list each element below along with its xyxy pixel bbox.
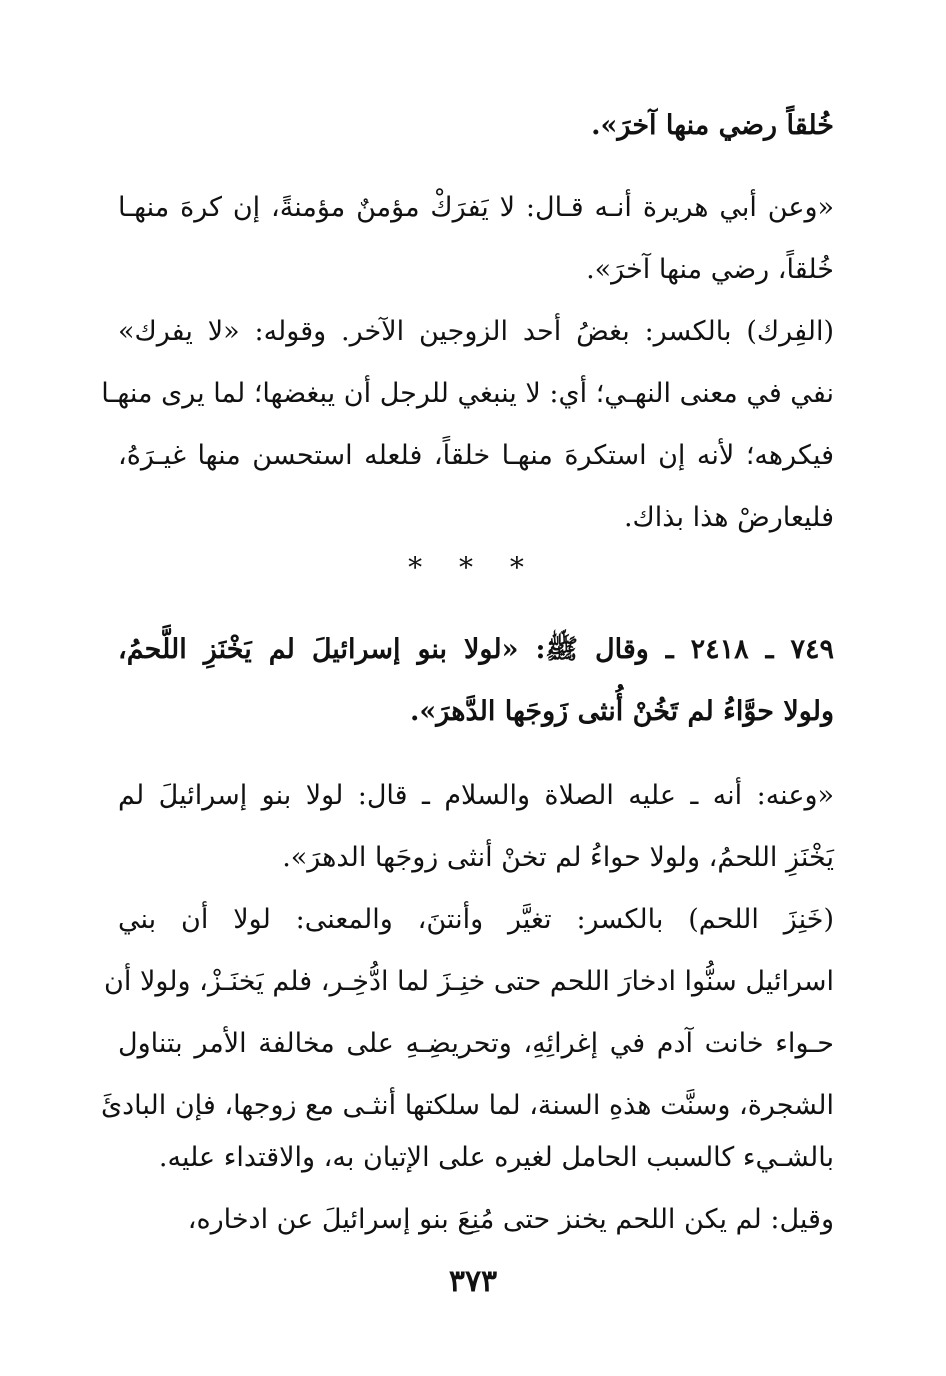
text-line-10: «وعنه: أنه ـ عليه الصلاة والسلام ـ قال: لولا بنو إسرائيلَ لم [118, 780, 834, 811]
text-line-12: (خَنِزَ اللحم) بالكسر: تغيَّر وأنتنَ، والمعنى: لولا أن بني [118, 904, 834, 935]
text-line-1: خُلقاً رضي منها آخرَ». [591, 110, 834, 141]
section-separator: * * * [408, 551, 538, 584]
text-line-13: اسرائيل سنُّوا ادخارَ اللحم حتى خنِـزَ لما ادُّخِـر، فلم يَخنَـزْ، ولولا أن [104, 966, 834, 997]
text-line-11: يَخْنَزِ اللحمُ، ولولا حواءُ لم تخنْ أنثى زوجَها الدهرَ». [282, 842, 834, 873]
page-number: ٣٧٣ [448, 1264, 498, 1299]
text-line-4: (الفِرك) بالكسر: بغضُ أحد الزوجين الآخر. وقوله: «لا يفرك» [118, 316, 834, 347]
hadith-heading-line-2: ولولا حوَّاءُ لم تَخُنْ أُنثى زَوجَها الدَّهرَ». [410, 696, 834, 727]
text-line-17: وقيل: لم يكن اللحم يخنز حتى مُنِعَ بنو إسرائيلَ عن ادخاره، [187, 1204, 834, 1235]
text-line-6: فيكرهه؛ لأنه إن استكرهَ منهـا خلقاً، فلعله استحسن منها غيـرَهُ، [118, 440, 834, 471]
hadith-heading-line-1: ٧٤٩ ـ ٢٤١٨ ـ وقال ﷺ: «لولا بنو إسرائيلَ لم يَخْنَزِ اللَّحمُ، [118, 634, 834, 665]
text-line-15: الشجرة، وسنَّت هذهِ السنة، لما سلكتها أنثـى مع زوجها، فإن البادئَ [101, 1090, 834, 1121]
text-line-3: خُلقاً، رضي منها آخرَ». [586, 254, 834, 285]
text-line-14: حـواء خانت آدم في إغرائِهِ، وتحريضِـهِ على مخالفة الأمر بتناول [118, 1028, 834, 1059]
text-line-5: نفي في معنى النهـي؛ أي: لا ينبغي للرجل أن يبغضها؛ لما يرى منهـا [101, 378, 834, 409]
text-line-16: بالشـيء كالسبب الحامل لغيره على الإتيان به، والاقتداء عليه. [158, 1142, 834, 1173]
text-line-2: «وعن أبي هريرة أنـه قـال: لا يَفرَكْ مؤمنٌ مؤمنةً، إن كرهَ منهـا [118, 192, 834, 223]
text-line-7: فليعارضْ هذا بذاك. [623, 502, 834, 533]
